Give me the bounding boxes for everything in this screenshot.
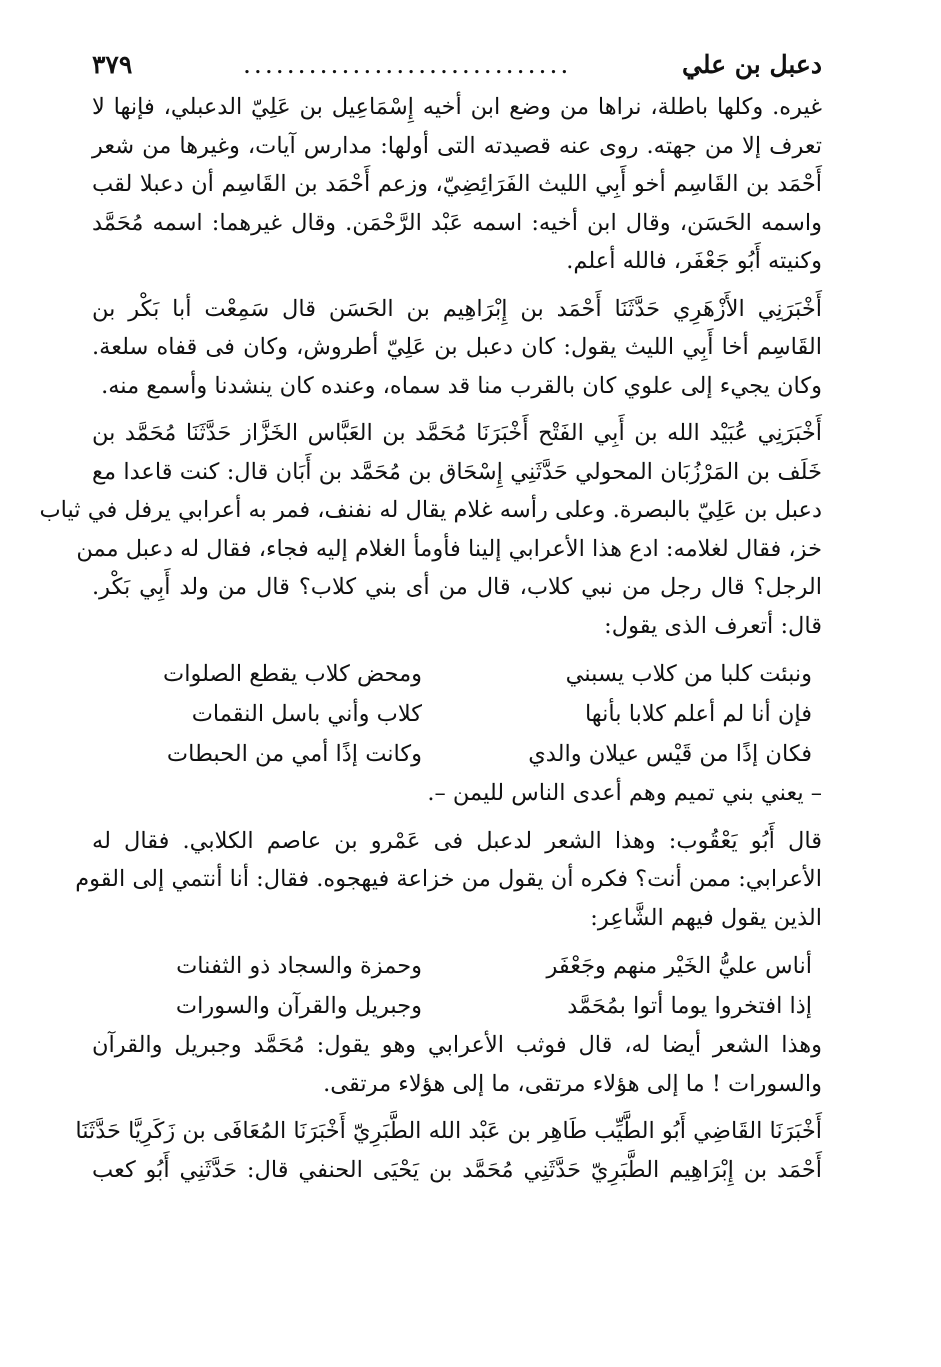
verse-line <box>92 654 822 694</box>
text-line: وكان يجيء إلى علوي كان بالقرب منا قد سماه، وعنده كان ينشدنا وأسمع منه. <box>101 372 822 399</box>
book-page <box>39 40 822 1189</box>
verse-line <box>92 734 822 774</box>
text-line: قال: أتعرف الذى يقول: <box>604 612 822 639</box>
text-line: القَاسِم أخا أَبِي الليث يقول: كان دعبل بن عَلِيّ أطروش، وكان فى قفاه سلعة. <box>92 334 822 360</box>
verse-second-hemistich: ومحض كلاب يقطع الصلوات <box>163 661 422 687</box>
text-line: أَحْمَد بن إِبْرَاهِيم الطَّبَرِيّ حَدَّثَنِي مُحَمَّد بن يَحْيَى الحنفي قال: حَدَّثَنِي أَبُو كعب <box>92 1156 822 1183</box>
text-line: وهذا الشعر أيضا له، قال فوثب الأعرابي وهو يقول: مُحَمَّد وجبريل والقرآن <box>92 1032 822 1058</box>
text-line: دعبل بن عَلِيّ بالبصرة. وعلى رأسه غلام يقال له نفنف، فمر به أعرابي يرفل في ثياب <box>39 497 822 523</box>
verse-second-hemistich: وحمزة والسجاد ذو الثفنات <box>176 953 422 979</box>
leader-dots: .............................. <box>242 49 572 79</box>
text-line: أَحْمَد بن القَاسِم أخو أَبِي الليث الفَرَائِضِيّ، وزعم أَحْمَد بن القَاسِم أن دعبلا لقب <box>92 171 822 197</box>
text-line: الرجل؟ قال رجل من نبي كلاب، قال من أى بني كلاب؟ قال من ولد أَبِي بَكْر. <box>92 574 822 600</box>
paragraph-3 <box>39 414 822 645</box>
verse-first-hemistich: فكان إذًا من قَيْس عيلان والدي <box>528 741 812 767</box>
paragraph-1 <box>92 88 822 281</box>
verse-second-hemistich: وكانت إذًا أمي من الحبطات <box>166 741 422 767</box>
text-line: تعرف إلا من جهته. روى عنه قصيدته التى أولها: مدارس آيات، وغيرها من شعر <box>92 132 822 159</box>
text-line: غيره. وكلها باطلة، نراها من وضع ابن أخيه إِسْمَاعِيل بن عَلِيّ الدعبلي، فإنها لا <box>92 94 822 120</box>
page-header <box>92 40 822 88</box>
text-line: والسورات ! ما إلى هؤلاء مرتقى، ما إلى هؤلاء مرتقى. <box>323 1070 822 1097</box>
text-line: الأعرابي: ممن أنت؟ فكره أن يقول من خزاعة فيهجوه. فقال: أنا أنتمي إلى القوم <box>75 866 822 892</box>
paragraph-2 <box>92 290 822 406</box>
paragraph-6 <box>75 1112 822 1189</box>
text-line: وكنيته أَبُو جَعْفَر، فالله أعلم. <box>566 248 822 274</box>
parenthetical-note: – يعني بني تميم وهم أعدى الناس لليمن –. <box>427 780 822 806</box>
text-line: أَخْبَرَنِي عُبَيْد الله بن أَبِي الفَتْح أَخْبَرَنَا مُحَمَّد بن العَبَّاس الخَزَّاز حَدَّثَنَا مُحَمَّد بن <box>92 420 822 446</box>
verse-first-hemistich: أناس عليُّ الخَيْر منهم وجَعْفَر <box>546 953 812 979</box>
verse-first-hemistich: إذا افتخروا يوما أتوا بمُحَمَّد <box>567 993 812 1019</box>
verse-second-hemistich: كلاب وأني باسل النقمات <box>191 701 422 727</box>
page-number: ٣٧٩ <box>92 49 133 79</box>
verse-line <box>92 694 822 734</box>
text-line: خَلَف بن المَرْزُبَان المحولي حَدَّثَنِي إِسْحَاق بن مُحَمَّد بن أَبَان قال: كنت قاعدا مع <box>92 458 822 485</box>
poem-2 <box>92 946 822 1026</box>
text-line: الذين يقول فيهم الشَّاعِر: <box>590 904 822 931</box>
paragraph-5 <box>92 1026 822 1103</box>
verse-first-hemistich: ونبئت كلبا من كلاب يسبني <box>565 661 812 687</box>
verse-line <box>92 986 822 1026</box>
text-line: واسمه الحَسَن، وقال ابن أخيه: اسمه عَبْد الرَّحْمَن. وقال غيرهما: اسمه مُحَمَّد <box>92 209 822 236</box>
text-line: قال أَبُو يَعْقُوب: وهذا الشعر لدعبل فى عَمْرو بن عاصم الكلابي. فقال له <box>92 827 822 854</box>
text-line: أَخْبَرَنِي الأَزْهَرِي حَدَّثَنَا أَحْمَد بن إِبْرَاهِيم بن الحَسَن قال سَمِعْت أبا بَكْر بن <box>92 295 822 322</box>
paragraph-4 <box>75 822 822 938</box>
text-line: أَخْبَرَنَا القَاضِي أَبُو الطَّيِّب طَاهِر بن عَبْد الله الطَّبَرِيّ أَخْبَرَنَا المُعَافَى بن زَكَرِيَّا حَدَّثَنَا <box>75 1118 822 1144</box>
running-title: دعبل بن علي <box>682 49 822 79</box>
verse-second-hemistich: وجبريل والقرآن والسورات <box>175 993 422 1019</box>
verse-first-hemistich: فإن أنا لم أعلم كلابا بأنها <box>584 701 812 727</box>
poem-1 <box>92 654 822 774</box>
verse-line <box>92 946 822 986</box>
text-line: خز، فقال لغلامه: ادع هذا الأعرابي إلينا فأومأ الغلام إليه فجاء، فقال له دعبل ممن <box>76 535 822 562</box>
